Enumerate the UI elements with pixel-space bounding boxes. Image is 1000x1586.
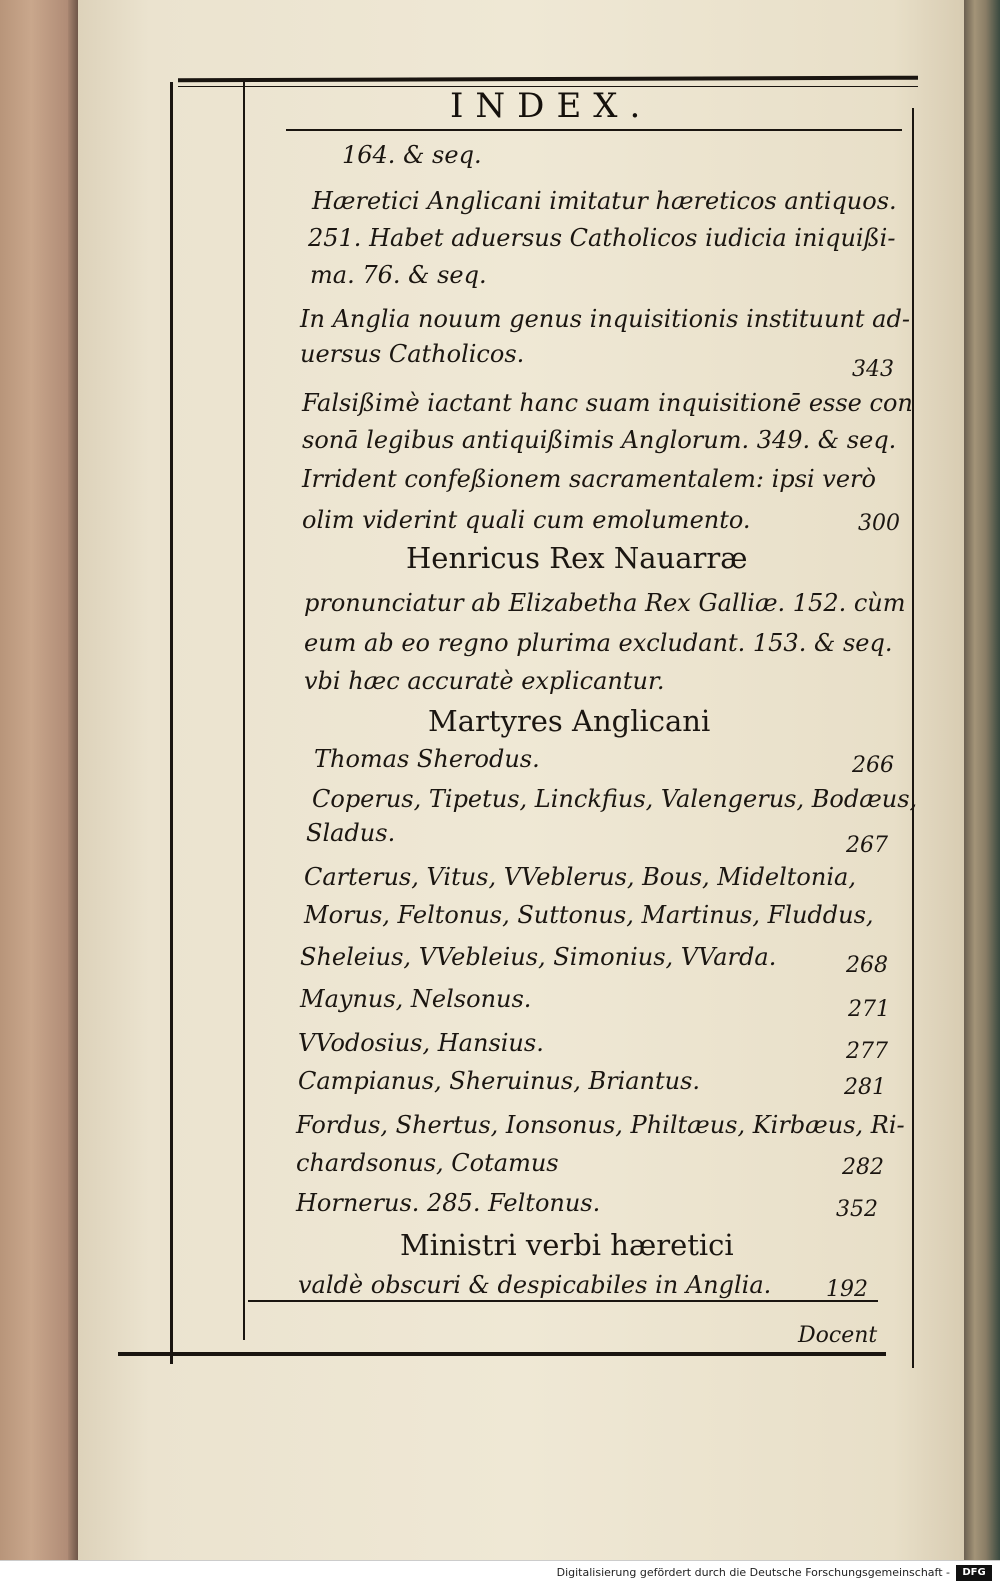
- page-number: 343: [852, 357, 894, 382]
- page-number: 271: [848, 997, 890, 1022]
- index-line: Coperus, Tipetus, Linckfius, Valengerus, Bodæus,: [312, 785, 918, 813]
- index-line: vbi hæc accuratè explicantur.: [304, 667, 665, 695]
- header-underline: [286, 129, 902, 131]
- dfg-logo: DFG: [956, 1565, 992, 1581]
- page-number: 352: [836, 1197, 878, 1222]
- book-edge-right: [964, 0, 1000, 1560]
- book-edge-left: [0, 0, 78, 1560]
- inner-left-rule: [243, 82, 245, 1340]
- catchword: Docent: [798, 1323, 878, 1348]
- index-line: Sheleius, VVebleius, Simonius, VVarda.: [300, 943, 777, 971]
- index-line: Fordus, Shertus, Ionsonus, Philtæus, Kirbæus, Ri-: [296, 1111, 905, 1139]
- footer-credit: Digitalisierung gefördert durch die Deutsche Forschungsgemeinschaft -: [556, 1566, 950, 1579]
- page-number: 300: [858, 511, 900, 536]
- page-number: 266: [852, 753, 894, 778]
- index-line: Irrident confeßionem sacramentalem: ipsi verò: [302, 465, 876, 493]
- index-line: uersus Catholicos.: [300, 340, 525, 368]
- bottom-rule: [118, 1352, 886, 1356]
- outer-left-rule: [170, 82, 173, 1364]
- index-line: valdè obscuri & despicabiles in Anglia.: [298, 1271, 772, 1299]
- index-line: chardsonus, Cotamus: [296, 1149, 559, 1177]
- index-line: 251. Habet aduersus Catholicos iudicia iniquißi-: [308, 224, 896, 252]
- index-line: pronunciatur ab Elizabetha Rex Galliæ. 152. cùm: [304, 589, 906, 617]
- index-line: sonā legibus antiquißimis Anglorum. 349. & seq.: [302, 426, 897, 454]
- section-heading: Martyres Anglicani: [428, 704, 711, 738]
- footer-bar: [0, 1560, 1000, 1586]
- index-line: Hornerus. 285. Feltonus.: [296, 1189, 601, 1217]
- page-number: 268: [846, 953, 888, 978]
- index-line: In Anglia nouum genus inquisitionis instituunt ad-: [300, 305, 910, 333]
- index-line: VVodosius, Hansius.: [298, 1029, 544, 1057]
- index-line: Falsißimè iactant hanc suam inquisitionē esse con: [302, 389, 913, 417]
- index-line: 164. & seq.: [342, 141, 482, 169]
- page-number: 267: [846, 833, 888, 858]
- index-line: olim viderint quali cum emolumento.: [302, 506, 751, 534]
- index-line: Morus, Feltonus, Suttonus, Martinus, Fluddus,: [304, 901, 874, 929]
- index-line: Hæretici Anglicani imitatur hæreticos antiquos.: [312, 187, 897, 215]
- page-number: 277: [846, 1039, 888, 1064]
- index-line: Thomas Sherodus.: [314, 745, 540, 773]
- section-heading: Henricus Rex Nauarræ: [406, 541, 748, 575]
- section-heading: Ministri verbi hæretici: [400, 1228, 734, 1262]
- page-number: 282: [842, 1155, 884, 1180]
- index-line: Campianus, Sheruinus, Briantus.: [298, 1067, 701, 1095]
- index-line: Sladus.: [306, 819, 396, 847]
- page-number: 281: [844, 1075, 886, 1100]
- bottom-inner-rule: [248, 1300, 878, 1302]
- page-header-title: INDEX.: [450, 86, 653, 126]
- page-number: 192: [826, 1277, 868, 1302]
- index-line: Carterus, Vitus, VVeblerus, Bous, Mideltonia,: [304, 863, 856, 891]
- index-line: ma. 76. & seq.: [310, 261, 487, 289]
- right-rule: [912, 108, 914, 1368]
- index-line: Maynus, Nelsonus.: [300, 985, 532, 1013]
- index-line: eum ab eo regno plurima excludant. 153. & seq.: [304, 629, 893, 657]
